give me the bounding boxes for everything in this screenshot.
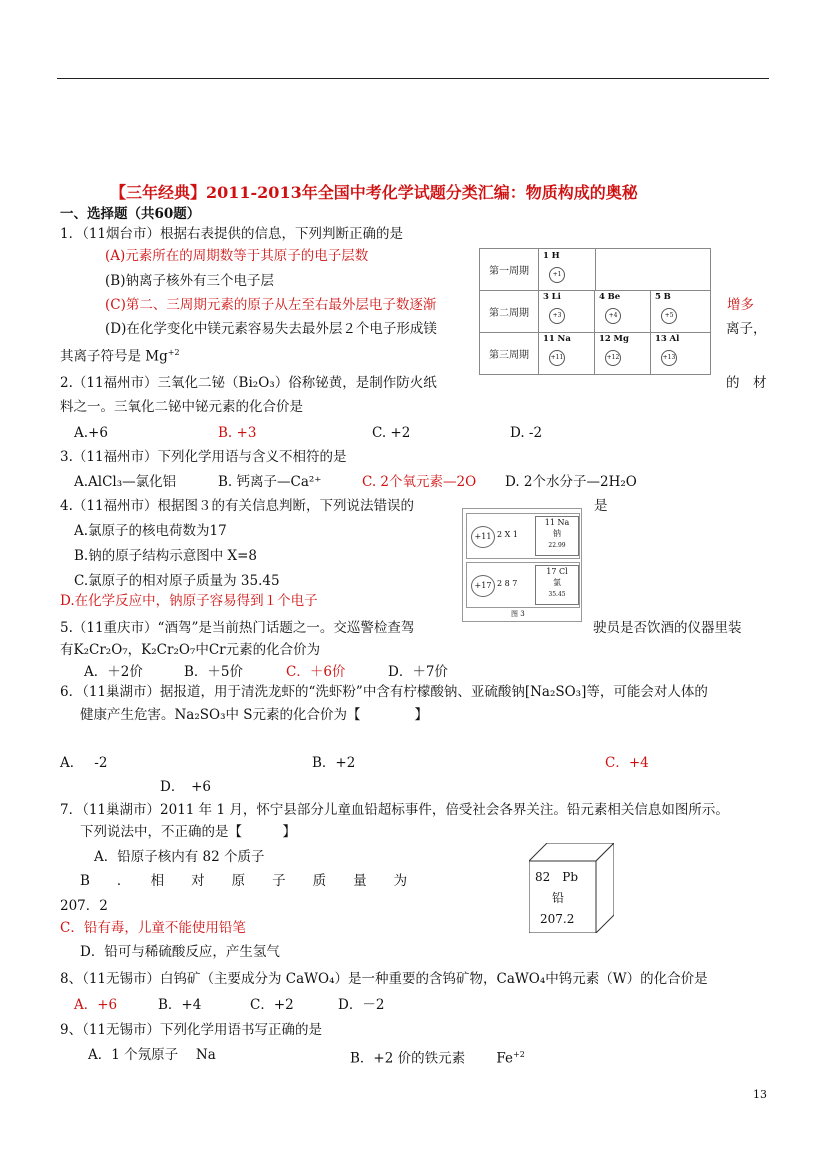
q7-option-a: A．铅原子核内有 82 个质子 [94,849,265,865]
q1-option-c-cont: 增多 [727,297,754,313]
q5-stem: 5.（11重庆市）“酒驾”是当前热门话题之一。交巡警检查驾 [60,620,415,636]
chlorine-box: +17 2 8 7 17 Cl 氯 35.45 [466,562,580,608]
q5-stem-cont: 驶员是否饮酒的仪器里装 [593,620,742,636]
element-cell: 4 Be +4 [594,290,651,332]
q7-option-b-cont: 207．2 [60,898,108,914]
period-label: 第一周期 [480,249,539,290]
lead-mass: 207.2 [540,912,575,926]
q1-option-d-line2: 其离子符号是 $Mg^{+2}$ [60,348,180,365]
q9-stem: 9、（11无锡市）下列化学用语书写正确的是 [60,1022,323,1038]
q7-stem: 7．（11巢湖市）2011 年 1 月，怀宁县部分儿童血铅超标事件，倍受社会各界关注。铅元素相关信息如图所示。 [60,802,729,818]
q4-option-a: A.氯原子的核电荷数为17 [74,523,227,539]
period-label: 第二周期 [480,290,539,332]
element-cell: 3 Li +3 [538,290,595,332]
q9-option-b: B．+2 价的铁元素 $Fe^{+2}$ [350,1050,525,1067]
q2-stem: 2.（11福州市）三氧化二铋（Bi₂O₃）俗称铋黄，是制作防火纸 [60,375,437,391]
q6-stem: 6．（11巢湖市）据报道，用于清洗龙虾的“洗虾粉”中含有柠檬酸钠、亚硫酸钠[Na₂SO₃]等，可能会对人体的 [60,684,708,700]
q7-stem-line2: 下列说法中，不正确的是【 】 [80,824,296,840]
q6-option-a: A． -2 [60,755,108,771]
q8-option-a: A．+6 [74,997,118,1013]
q4-stem: 4.（11福州市）根据图３的有关信息判断，下列说法错误的 [60,498,415,514]
q4-option-d: D.在化学反应中，钠原子容易得到１个电子 [60,593,318,609]
q2-stem-cont: 的 材 [726,375,767,391]
q6-stem-line2: 健康产生危害。Na₂SO₃中 S元素的化合价为【 】 [80,707,429,723]
q2-stem-line2: 料之一。三氧化二铋中铋元素的化合价是 [60,399,303,415]
lead-number-symbol: 82 Pb [535,870,579,884]
q6-option-b: B．+2 [312,755,356,771]
element-cell: 1 H +1 [538,249,596,290]
element-cell: 5 B +5 [650,290,711,332]
element-cell: 11 Na +11 [538,332,595,374]
q2-option-c: C. +2 [372,425,411,441]
section-heading: 一、选择题（共60题） [60,206,201,222]
q8-stem: 8、（11无锡市）白钨矿（主要成分为 CaWO₄）是一种重要的含钨矿物，CaWO₄中钨元素（W）的化合价是 [60,971,708,987]
period-label: 第三周期 [480,332,539,374]
q8-option-b: B．+4 [158,997,202,1013]
q6-option-c: C．+4 [605,755,649,771]
q7-option-d: D．铅可与稀硫酸反应，产生氢气 [80,944,280,960]
q4-option-b: B.钠的原子结构示意图中 X=8 [74,548,258,564]
q1-option-b: (B)钠离子核外有三个电子层 [105,273,274,289]
figure-caption: 图 3 [511,610,525,618]
q4-stem-cont: 是 [594,498,608,514]
q3-option-c: C. 2个氧元素—2O [362,474,477,490]
q2-option-b: B. +3 [218,425,257,441]
q5-option-c: C．＋6价 [286,664,346,680]
q3-stem: 3.（11福州市）下列化学用语与含义不相符的是 [60,449,347,465]
q9-option-a: A．1 个氖原子 Na [88,1047,216,1063]
figure-3 [462,508,582,622]
q1-option-d-cont: 离子， [726,321,767,337]
q5-stem-line2: 有K₂Cr₂O₇，K₂Cr₂O₇中Cr元素的化合价为 [60,642,321,658]
q7-option-b: B ． 相 对 原 子 质 量 为 [80,873,408,889]
q2-option-a: A.+6 [74,425,108,441]
q5-option-a: A．＋2价 [84,664,143,680]
periodic-table-figure [479,248,711,375]
page-number: 13 [753,1088,767,1101]
q3-option-b: B. 钙离子—Ca²⁺ [218,474,322,490]
q2-option-d: D. -2 [510,425,543,441]
element-cell: 12 Mg +12 [594,332,651,374]
q5-option-b: B．＋5价 [184,664,244,680]
q3-option-a: A.AlCl₃—氯化铝 [74,474,177,490]
q6-option-d: D． +6 [160,779,211,795]
q3-option-d: D. 2个水分子—2H₂O [505,474,637,490]
lead-name: 铅 [552,891,565,905]
q8-option-d: D．－2 [338,997,385,1013]
q1-option-d: (D)在化学变化中镁元素容易失去最外层２个电子形成镁 [105,321,437,337]
q5-option-d: D．＋7价 [388,664,448,680]
element-cell: 13 Al +13 [650,332,711,374]
q1-option-a: (A)元素所在的周期数等于其原子的电子层数 [105,248,369,264]
q1-option-c: (C)第二、三周期元素的原子从左至右最外层电子数逐渐 [105,297,437,313]
q7-option-c: C．铅有毒，儿童不能使用铅笔 [60,920,246,936]
header-rule [57,78,769,79]
q8-option-c: C．+2 [250,997,294,1013]
page-title: 【三年经典】2011-2013年全国中考化学试题分类汇编：物质构成的奥秘 [110,183,638,202]
q1-stem: 1．（11烟台市）根据右表提供的信息，下列判断正确的是 [60,226,404,242]
sodium-box: +11 2 X 1 11 Na 钠 22.99 [466,513,580,559]
q4-option-c: C.氯原子的相对原子质量为 35.45 [74,573,280,589]
